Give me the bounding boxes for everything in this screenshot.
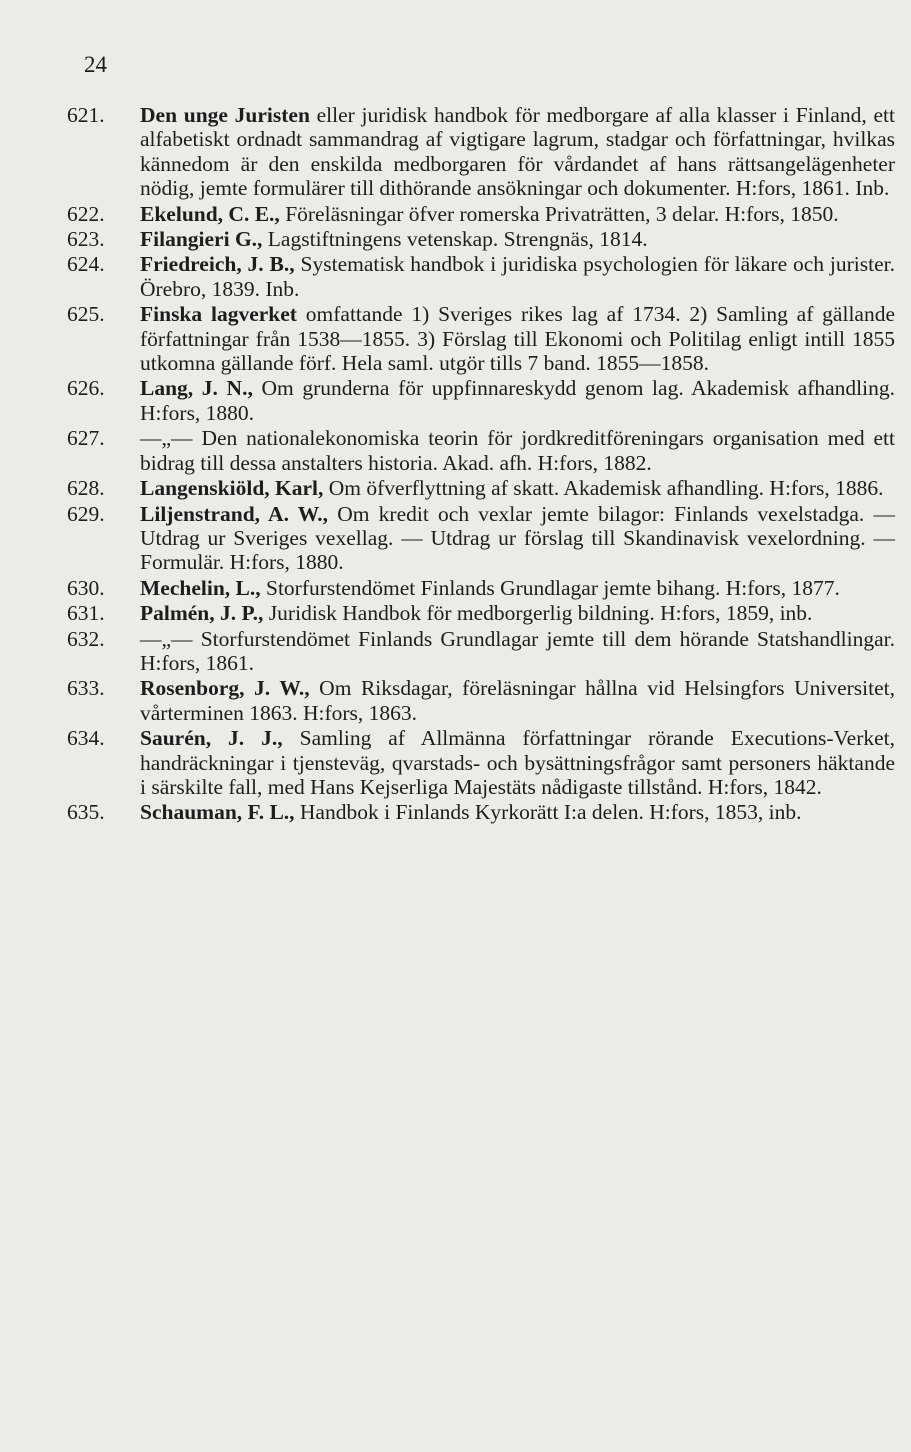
entry-number: 624. <box>67 252 105 277</box>
entry-number: 628. <box>67 476 105 501</box>
entry-text: eller juridisk handbok för medborgare af alla klasser i Finland, ett alfabetiskt ordnadt sammandrag af vigtigare lagrum, stadgar och författningar, hvilkas kännedom är den enskilda medborgaren för vårdandet af hans rättsangelägenheter nödig, jemte formulärer till dithörande ansökningar och dokumenter. H:fors, 1861. Inb. <box>140 103 896 201</box>
page-number: 24 <box>84 52 107 77</box>
entry-number: 635. <box>67 800 105 825</box>
entry-author: Finska lagverket <box>140 302 297 327</box>
entry-text: omfattande 1) Sveriges rikes lag af 1734. 2) Samling af gällande författningar från 1538—1855. 3) Förslag till Ekonomi och Politilag enligt intill 1855 utkomna gällande förf. Hela saml. utgör tills 7 band. 1855—1858. <box>140 302 896 376</box>
entry-text: Handbok i Finlands Kyrkorätt I:a delen. H:fors, 1853, inb. <box>294 800 802 825</box>
entry-number: 629. <box>67 501 105 526</box>
entry-number: 631. <box>67 601 105 626</box>
bibliography-entry <box>67 202 895 226</box>
entry-author: Palmén, J. P., <box>140 601 264 626</box>
entry-number: 623. <box>67 227 105 252</box>
bibliography-list <box>67 103 895 826</box>
bibliography-entry <box>67 103 895 201</box>
entry-number: 626. <box>67 376 105 401</box>
bibliography-entry <box>67 476 895 500</box>
entry-author: Liljenstrand, A. W., <box>140 501 329 526</box>
bibliography-entry <box>67 676 895 725</box>
entry-author: Ekelund, C. E., <box>140 201 280 226</box>
entry-author: Saurén, J. J., <box>140 726 283 751</box>
entry-number: 625. <box>67 302 105 327</box>
bibliography-entry <box>67 302 895 375</box>
entry-text: Systematisk handbok i juridiska psychologien för läkare och jurister. Örebro, 1839. Inb. <box>140 252 895 301</box>
entry-text: Om grunderna för uppfinnareskydd genom lag. Akademisk afhandling. H:fors, 1880. <box>140 376 895 425</box>
bibliography-entry <box>67 601 895 625</box>
entry-number: 634. <box>67 726 105 751</box>
bibliography-entry <box>67 502 895 575</box>
entry-text: Storfurstendömet Finlands Grundlagar jemte bihang. H:fors, 1877. <box>260 575 840 600</box>
entry-author: Friedreich, J. B., <box>140 252 295 277</box>
entry-author: Filangieri G., <box>140 227 263 252</box>
bibliography-entry <box>67 576 895 600</box>
entry-number: 627. <box>67 426 105 451</box>
bibliography-entry <box>67 376 895 425</box>
entry-number: 630. <box>67 575 105 600</box>
entry-text: Om Riksdagar, föreläsningar hållna vid Helsingfors Universitet, vårterminen 1863. H:fors, 1863. <box>140 676 895 725</box>
entry-author: Langenskiöld, Karl, <box>140 476 324 501</box>
entry-text: Juridisk Handbok för medborgerlig bildning. H:fors, 1859, inb. <box>263 601 813 626</box>
entry-author: Schauman, F. L., <box>140 800 295 825</box>
entry-number: 621. <box>67 103 105 127</box>
entry-author: Den unge Juristen <box>140 103 310 127</box>
entry-text: Om kredit och vexlar jemte bilagor: Finlands vexelstadga. — Utdrag ur Sveriges vexellag. — Utdrag ur förslag till Skandinavisk vexelordning. — Formulär. H:fors, 1880. <box>140 501 895 575</box>
entry-author: Mechelin, L., <box>140 575 261 600</box>
bibliography-entry <box>67 726 895 799</box>
bibliography-entry <box>67 800 895 824</box>
entry-number: 633. <box>67 676 105 701</box>
entry-author: Rosenborg, J. W., <box>140 676 310 701</box>
entry-text: Samling af Allmänna författningar rörande Executions-Verket, handräckningar i tjensteväg, qvarstads- och bysättningsfrågor samt personers häktande i särskilte fall, med Hans Kejserliga Majestäts nådigaste tillstånd. H:fors, 1842. <box>140 726 895 799</box>
entry-text: Lagstiftningens vetenskap. Strengnäs, 1814. <box>262 227 648 252</box>
bibliography-entry <box>67 252 895 301</box>
entry-author: Lang, J. N., <box>140 376 253 401</box>
bibliography-entry <box>67 627 895 676</box>
entry-text: Föreläsningar öfver romerska Privaträtten, 3 delar. H:fors, 1850. <box>279 201 839 226</box>
entry-text: Om öfverflyttning af skatt. Akademisk afhandling. H:fors, 1886. <box>323 476 884 501</box>
entry-number: 632. <box>67 626 105 651</box>
entry-number: 622. <box>67 201 105 226</box>
entry-text: —„— Storfurstendömet Finlands Grundlagar jemte till dem hörande Statshandlingar. H:fors, 1861. <box>140 626 895 675</box>
bibliography-entry <box>67 227 895 251</box>
bibliography-entry <box>67 426 895 475</box>
entry-text: —„— Den nationalekonomiska teorin för jordkreditföreningars organisation med ett bidrag till dessa anstalters historia. Akad. afh. H:fors, 1882. <box>140 426 895 475</box>
